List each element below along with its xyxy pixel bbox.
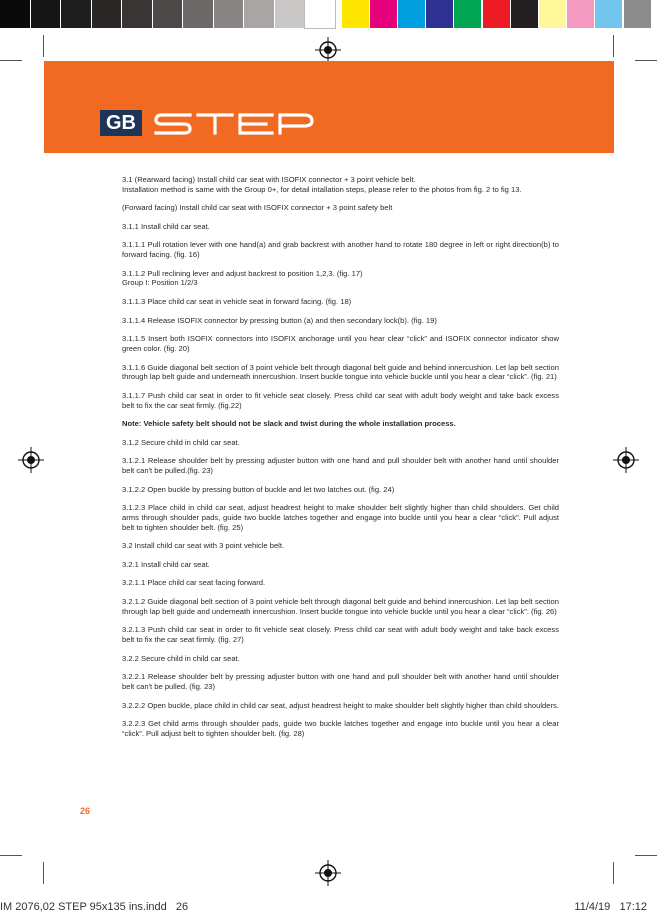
color-swatch xyxy=(92,0,122,28)
instructions-body xyxy=(122,175,559,747)
color-swatch xyxy=(483,0,510,28)
crop-mark xyxy=(43,35,44,57)
instruction-paragraph: 3.2.1.1 Place child car seat facing forward. xyxy=(122,578,266,588)
color-swatch xyxy=(214,0,244,28)
instruction-paragraph: 3.1.1.4 Release ISOFIX connector by pressing button (a) and then secondary lock(b). (fig. 19) xyxy=(122,315,437,325)
color-swatch xyxy=(426,0,453,28)
crop-mark xyxy=(635,60,657,61)
color-swatch xyxy=(122,0,152,28)
crop-mark xyxy=(613,35,614,57)
color-swatch xyxy=(342,0,369,28)
color-swatch xyxy=(183,0,213,28)
color-swatch xyxy=(511,0,538,28)
page-number: 26 xyxy=(80,806,91,816)
print-timestamp: 11/4/19 17:12 xyxy=(574,901,647,913)
color-swatch xyxy=(0,0,30,28)
crop-mark xyxy=(613,862,614,884)
color-swatch xyxy=(244,0,274,28)
crop-mark xyxy=(635,855,657,856)
instruction-paragraph: 3.2.2.1 Release shoulder belt by pressing adjuster button with one hand and pull shoulder belt with another hand until shoulder belt can't be pulled. (fig. 23) xyxy=(122,672,559,691)
header-banner xyxy=(44,61,614,153)
color-swatch xyxy=(275,0,305,28)
instruction-paragraph: 3.2.2.3 Get child arms through shoulder pads, guide two buckle latches together and engage into buckle until you hear a clear “click”. Pull adjust belt to tighten shoulder belt. (fig. 28) xyxy=(122,719,559,738)
registration-mark-icon xyxy=(315,860,341,886)
registration-mark-icon xyxy=(613,447,639,473)
color-swatch xyxy=(370,0,397,28)
instruction-paragraph: 3.2.1 Install child car seat. xyxy=(122,559,210,569)
color-swatch xyxy=(31,0,61,28)
instruction-paragraph: 3.1.1.5 Insert both ISOFIX connectors into ISOFIX anchorage until you hear clear “click” and ISOFIX connector indicator show green color. (fig. 20) xyxy=(122,334,559,353)
instruction-paragraph: 3.1.1.7 Push child car seat in order to fit vehicle seat closely. Press child car seat with adult body weight and take back excess belt to fix the car seat firmly. (fig.22) xyxy=(122,390,559,410)
color-swatch xyxy=(153,0,183,28)
instruction-paragraph: 3.1.1.1 Pull rotation lever with one hand(a) and grab backrest with another hand to rotate 180 degree in left or right direction(b) to forward facing. (fig. 16) xyxy=(122,240,559,260)
instruction-paragraph: 3.1.2.1 Release shoulder belt by pressing adjuster button with one hand and pull shoulder belt with another hand until shoulder belt can't be pulled.(fig. 23) xyxy=(122,456,559,476)
registration-mark-icon xyxy=(18,447,44,473)
registration-mark-icon xyxy=(315,37,341,63)
instruction-paragraph: 3.1.1.3 Place child car seat in vehicle seat in forward facing. (fig. 18) xyxy=(122,297,352,307)
color-calibration-bar xyxy=(0,0,657,28)
instruction-paragraph: 3.2 Install child car seat with 3 point vehicle belt. xyxy=(122,541,285,551)
instruction-paragraph: 3.1.2 Secure child in child car seat. xyxy=(122,437,240,447)
instruction-paragraph: 3.1.2.2 Open buckle by pressing button of buckle and let two latches out. (fig. 24) xyxy=(122,484,395,494)
step-logo xyxy=(154,111,314,137)
instruction-paragraph: 3.1.1.2 Pull reclining lever and adjust backrest to position 1,2,3. (fig. 17) Group I: Position 1/2/3 xyxy=(122,268,363,288)
instruction-paragraph: 3.2.1.2 Guide diagonal belt section of 3 point vehicle belt through diagonal belt guide and behind innercushion. Let lap belt section through lap belt guide and underneath innercushion. Insert buckle tongue into vehicle buckle until you hear a clear “click”. (fig. 26) xyxy=(122,597,559,616)
instruction-paragraph: 3.1 (Rearward facing) Install child car seat with ISOFIX connector + 3 point vehicle belt. Installation method is same with the Group 0+, for detail intallation steps, please refer to the photos from fig. 2 to fig 13. xyxy=(122,175,522,194)
crop-mark xyxy=(0,855,22,856)
color-swatch xyxy=(624,0,651,28)
crop-mark xyxy=(0,60,22,61)
color-swatch xyxy=(595,0,622,28)
instruction-paragraph: 3.1.1 Install child car seat. xyxy=(122,221,210,231)
instruction-paragraph: 3.1.1.6 Guide diagonal belt section of 3 point vehicle belt through diagonal belt guide and behind innercushion. Let lap belt section through lap belt guide and underneath innercushion. Insert buckle tongue into vehicle buckle until you hear a clear “click”. (fig. 21) xyxy=(122,362,559,382)
instruction-paragraph: 3.2.2 Secure child in child car seat. xyxy=(122,653,240,663)
crop-mark xyxy=(43,862,44,884)
instruction-paragraph: (Forward facing) Install child car seat with ISOFIX connector + 3 point safety belt xyxy=(122,203,393,213)
instruction-paragraph: 3.1.2.3 Place child in child car seat, adjust headrest height to make shoulder belt slightly higher than child shoulders. Get child arms through shoulder pads, guide two buckle latches together and engage into buckle until you hear a clear “click”. Pull adjust belt to tighten shoulder belt. (fig. 25) xyxy=(122,503,559,532)
safety-note: Note: Vehicle safety belt should not be slack and twist during the whole installation process. xyxy=(122,419,456,429)
color-swatch xyxy=(61,0,91,28)
language-badge: GB xyxy=(100,110,142,136)
color-swatch xyxy=(567,0,594,28)
instruction-paragraph: 3.2.2.2 Open buckle, place child in child car seat, adjust headrest height to make shoulder belt slightly higher than child shoulders. xyxy=(122,700,559,710)
print-file-slug: IM 2076,02 STEP 95x135 ins.indd 26 xyxy=(0,901,189,913)
color-swatch xyxy=(454,0,481,28)
instruction-paragraph: 3.2.1.3 Push child car seat in order to fit vehicle seat closely. Press child car seat with adult body weight and take back excess belt to fix the car seat firmly. (fig. 27) xyxy=(122,625,559,645)
color-swatch xyxy=(398,0,425,28)
color-swatch xyxy=(305,0,335,28)
color-swatch xyxy=(539,0,566,28)
